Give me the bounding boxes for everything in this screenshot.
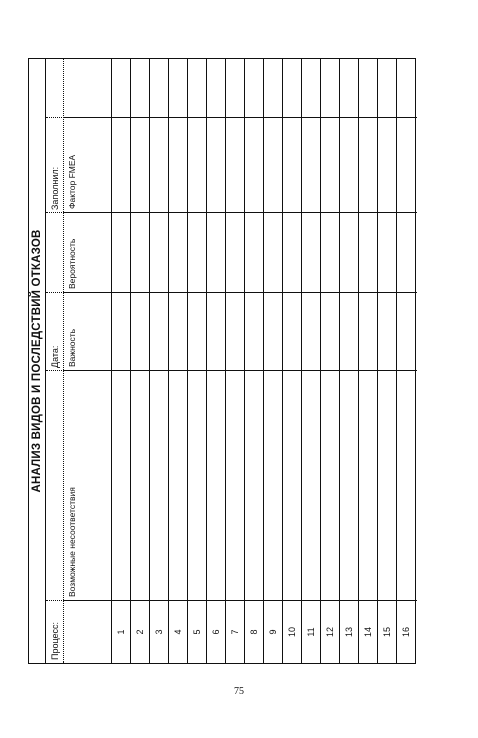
header-nonconformities: Возможные несоответствия	[67, 487, 77, 597]
row-number: 11	[306, 627, 316, 637]
row-number: 10	[287, 627, 297, 638]
row-number: 13	[344, 627, 354, 638]
header-fmea-factor: Фактор FMEA	[67, 154, 77, 209]
process-label: Процесс:	[50, 621, 60, 660]
process-field[interactable]	[46, 371, 64, 601]
form-title: АНАЛИЗ ВИДОВ И ПОСЛЕДСТВИЙ ОТКАЗОВ	[29, 59, 46, 663]
date-field[interactable]	[46, 213, 64, 293]
table-row	[150, 59, 169, 663]
row-number: 7	[230, 629, 240, 635]
meta-divider	[46, 212, 64, 213]
form-meta-row	[46, 59, 64, 663]
header-severity: Важность	[67, 328, 77, 367]
row-number: 14	[363, 627, 373, 638]
row-number: 16	[401, 627, 411, 638]
table-row	[245, 59, 264, 663]
date-label: Дата:	[50, 345, 60, 368]
meta-divider	[46, 600, 64, 601]
table-row	[397, 59, 416, 663]
meta-divider	[46, 370, 64, 371]
table-row	[340, 59, 359, 663]
table-row	[378, 59, 397, 663]
column-rule	[64, 600, 417, 601]
filled-by-label: Заполнил:	[50, 166, 60, 210]
column-rule	[64, 212, 417, 213]
column-rule	[64, 117, 417, 118]
table-row	[264, 59, 283, 663]
table-row	[131, 59, 150, 663]
table-row	[226, 59, 245, 663]
table-header-row	[64, 59, 112, 663]
table-row	[169, 59, 188, 663]
row-number: 1	[116, 629, 126, 635]
row-number: 4	[173, 629, 183, 635]
row-number: 15	[382, 627, 392, 638]
table-row	[112, 59, 131, 663]
header-probability: Вероятность	[67, 238, 77, 289]
table-row	[302, 59, 321, 663]
row-number: 9	[268, 629, 278, 635]
row-number: 5	[192, 629, 202, 635]
table-row	[188, 59, 207, 663]
column-rule	[64, 370, 417, 371]
row-number: 8	[249, 629, 259, 635]
row-number: 6	[211, 629, 221, 635]
page-number: 75	[234, 686, 244, 697]
filled-by-field[interactable]	[46, 57, 64, 118]
row-number: 3	[154, 629, 164, 635]
table-row	[359, 59, 378, 663]
table-row	[321, 59, 340, 663]
column-rule	[64, 292, 417, 293]
table-row	[283, 59, 302, 663]
row-number: 2	[135, 629, 145, 635]
table-row	[207, 59, 226, 663]
row-number: 12	[325, 627, 335, 638]
meta-divider	[46, 117, 64, 118]
fmea-form-sheet	[28, 58, 416, 664]
meta-divider	[46, 292, 64, 293]
